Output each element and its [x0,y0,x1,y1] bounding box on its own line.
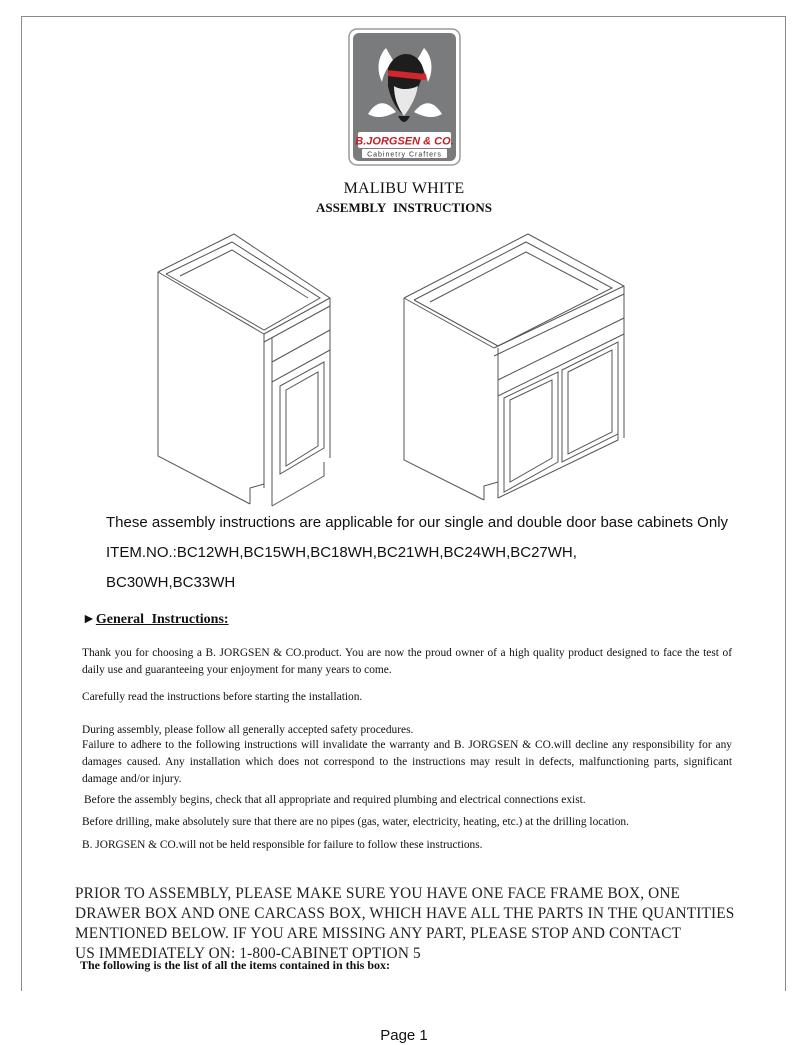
notice-line-3: MENTIONED BELOW. IF YOU ARE MISSING ANY PART, PLEASE STOP AND CONTACT [75,925,682,942]
general-instructions-title: General Instructions: [95,612,229,627]
logo-tagline: Cabinetry Crafters [367,151,442,159]
paragraph-responsibility: B. JORGSEN & CO.will not be held responsible for failure to follow these instructions. [82,839,483,851]
missing-parts-notice [75,884,775,964]
item-numbers-line2: BC30WH,BC33WH [106,574,236,591]
paragraph-safety: During assembly, please follow all generally accepted safety procedures. [82,724,414,736]
paragraph-drilling: Before drilling, make absolutely sure that there are no pipes (gas, water, electricity, heating, etc.) at the drilling location. [82,816,629,828]
contents-list-label: The following is the list of all the items contained in this box: [80,958,391,972]
applicability-text: These assembly instructions are applicable for our single and double door base cabinets Only [106,514,729,531]
page-number: Page 1 [380,1027,428,1044]
single-door-cabinet-illustration [152,226,342,513]
doc-title: MALIBU WHITE [343,180,465,197]
general-instructions-heading [82,612,229,628]
double-door-cabinet-illustration [398,230,634,507]
doc-subtitle: ASSEMBLY INSTRUCTIONS [315,200,493,215]
notice-line-2: DRAWER BOX AND ONE CARCASS BOX, WHICH HAVE ALL THE PARTS IN THE QUANTITIES [75,905,735,922]
paragraph-thanks: Thank you for choosing a B. JORGSEN & CO.product. You are now the proud owner of a high quality product designed to face the test of daily use and guaranteeing your enjoyment for many years to come. [82,647,732,676]
item-numbers-line1: ITEM.NO.:BC12WH,BC15WH,BC18WH,BC21WH,BC24WH,BC27WH, [106,544,577,561]
logo-brand-text: B.JORGSEN & CO. [355,135,454,148]
paragraph-read-instructions: Carefully read the instructions before starting the installation. [82,691,363,703]
triangle-bullet-icon: ► [82,612,96,627]
brand-logo [348,28,461,166]
notice-line-4: US IMMEDIATELY ON: 1-800-CABINET OPTION 5 [75,945,421,962]
paragraph-connections: Before the assembly begins, check that all appropriate and required plumbing and electrical connections exist. [84,794,586,806]
paragraph-warranty: Failure to adhere to the following instructions will invalidate the warranty and B. JORGSEN & CO.will decline any responsibility for any damages caused. Any installation which does not correspond to the instructions may result in defects, malfunctioning parts, significant damage and/or injury. [82,739,732,785]
notice-line-1: PRIOR TO ASSEMBLY, PLEASE MAKE SURE YOU HAVE ONE FACE FRAME BOX, ONE [75,885,681,902]
